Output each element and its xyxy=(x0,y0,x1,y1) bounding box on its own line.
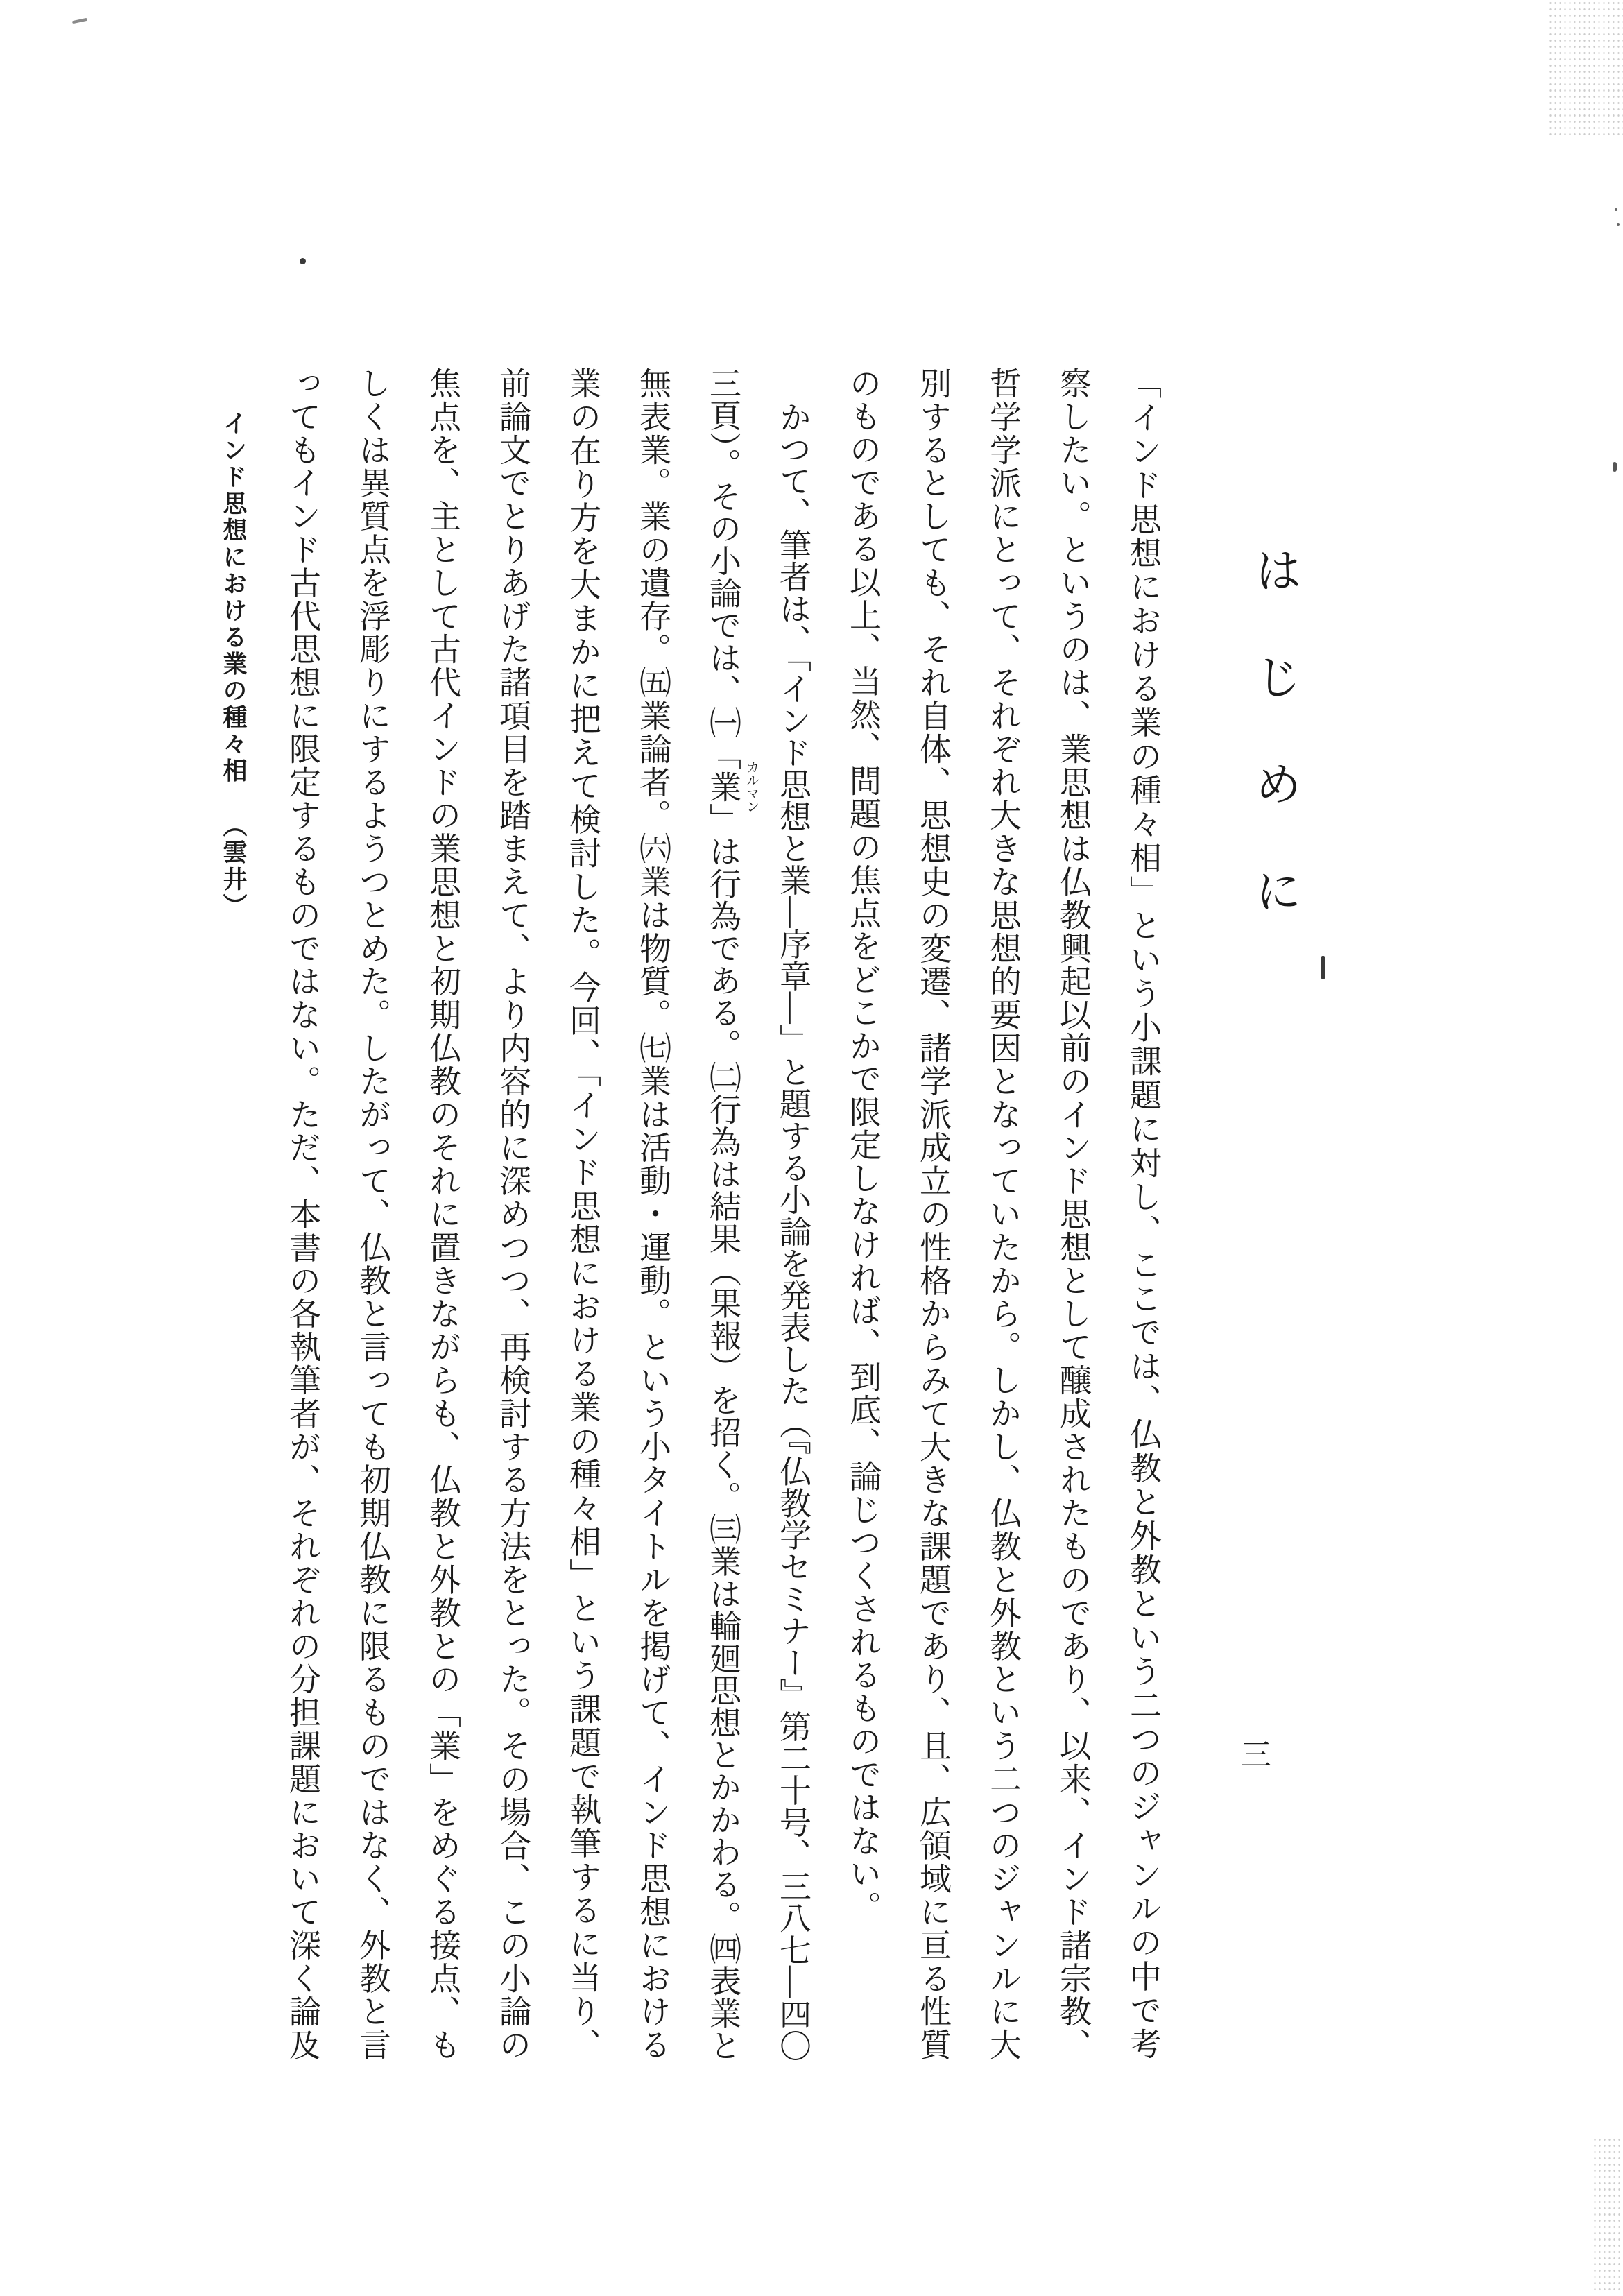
ruby-base: 業 xyxy=(705,770,741,803)
column-text: 察したい。というのは、業思想は仏教興起以前のインド思想として醸成されたものであり、以来、インド諸宗教、 xyxy=(1056,367,1091,2062)
column-text: 業の在り方を大まかに把えて検討した。今回、「インド思想における業の種々相」という課題で執筆するに当り、 xyxy=(565,367,601,2062)
text-column-6 xyxy=(772,367,814,2062)
scan-edge-mark xyxy=(1613,462,1617,472)
column-text: のものである以上、当然、問題の焦点をどこかで限定しなければ、到底、論じつくされるものではない。 xyxy=(845,367,881,1924)
text-column-9 xyxy=(562,367,603,2062)
text-column-12 xyxy=(352,367,393,2062)
scan-dot xyxy=(300,258,306,264)
running-head-title: インド思想における業の種々相 xyxy=(220,411,247,785)
column-text: かつて、筆者は、「インド思想と業―序章―」と題する小論を発表した（『仏教学セミナー』第二十号、三八七―四〇 xyxy=(775,401,811,2062)
scan-edge-dot xyxy=(1617,223,1620,226)
column-text-before: 三頁）。その小論では、㈠「 xyxy=(705,367,741,771)
column-text: 前論文でとりあげた諸項目を踏まえて、より内容的に深めつつ、再検討する方法をとった。その場合、この小論の xyxy=(495,367,531,2062)
ruby-group xyxy=(702,760,759,814)
ruby-text: カルマン xyxy=(744,760,759,814)
scan-edge-dot xyxy=(1615,208,1617,211)
column-text: 焦点を、主として古代インドの業思想と初期仏教のそれに置きながらも、仏教と外教との「業」をめぐる接点、も xyxy=(425,367,461,2062)
column-text: しくは異質点を浮彫りにするようつとめた。したがって、仏教と言っても初期仏教に限るものではなく、外教と言 xyxy=(355,367,390,2062)
text-column-7 xyxy=(702,367,759,2062)
column-text xyxy=(705,367,759,2062)
chapter-heading: はじめに xyxy=(1248,546,1301,973)
page-number: 三 xyxy=(1236,1738,1270,1769)
column-text: 哲学学派にとって、それぞれ大きな思想的要因となっていたから。しかし、仏教と外教という二つのジャンルに大 xyxy=(986,367,1021,2062)
text-column-3 xyxy=(982,367,1024,2062)
text-column-5 xyxy=(842,367,884,1924)
scan-noise-bottom-right xyxy=(1592,2136,1623,2295)
text-column-4 xyxy=(912,367,954,2062)
text-column-1 xyxy=(1122,367,1164,2062)
text-column-10 xyxy=(492,367,533,2062)
column-text-after: 」は行為である。㈡行為は結果（果報）を招く。㈢業は輪廻思想とかかわる。㈣表業と xyxy=(705,803,741,2062)
text-column-13 xyxy=(282,367,323,2062)
column-text: ってもインド古代思想に限定するものではない。ただ、本書の各執筆者が、それぞれの分担課題において深く論及 xyxy=(285,367,320,2062)
column-text: 別するとしても、それ自体、思想史の変遷、諸学派成立の性格からみて大きな課題であり、且、広領域に亘る性質 xyxy=(916,367,951,2062)
running-head-author: （雲井） xyxy=(220,813,247,920)
scan-tick-mark xyxy=(1321,956,1325,979)
scan-corner-mark xyxy=(72,18,87,24)
column-text: 「インド思想における業の種々相」という小課題に対し、ここでは、仏教と外教という二つのジャンルの中で考 xyxy=(1126,367,1161,2062)
text-column-2 xyxy=(1052,367,1094,2062)
scan-noise-top-right xyxy=(1548,0,1623,139)
column-text: 無表業。業の遺存。㈤業論者。㈥業は物質。㈦業は活動・運動。という小タイトルを掲げて、インド思想における xyxy=(635,367,671,2062)
text-column-8 xyxy=(632,367,673,2062)
text-column-11 xyxy=(422,367,463,2062)
